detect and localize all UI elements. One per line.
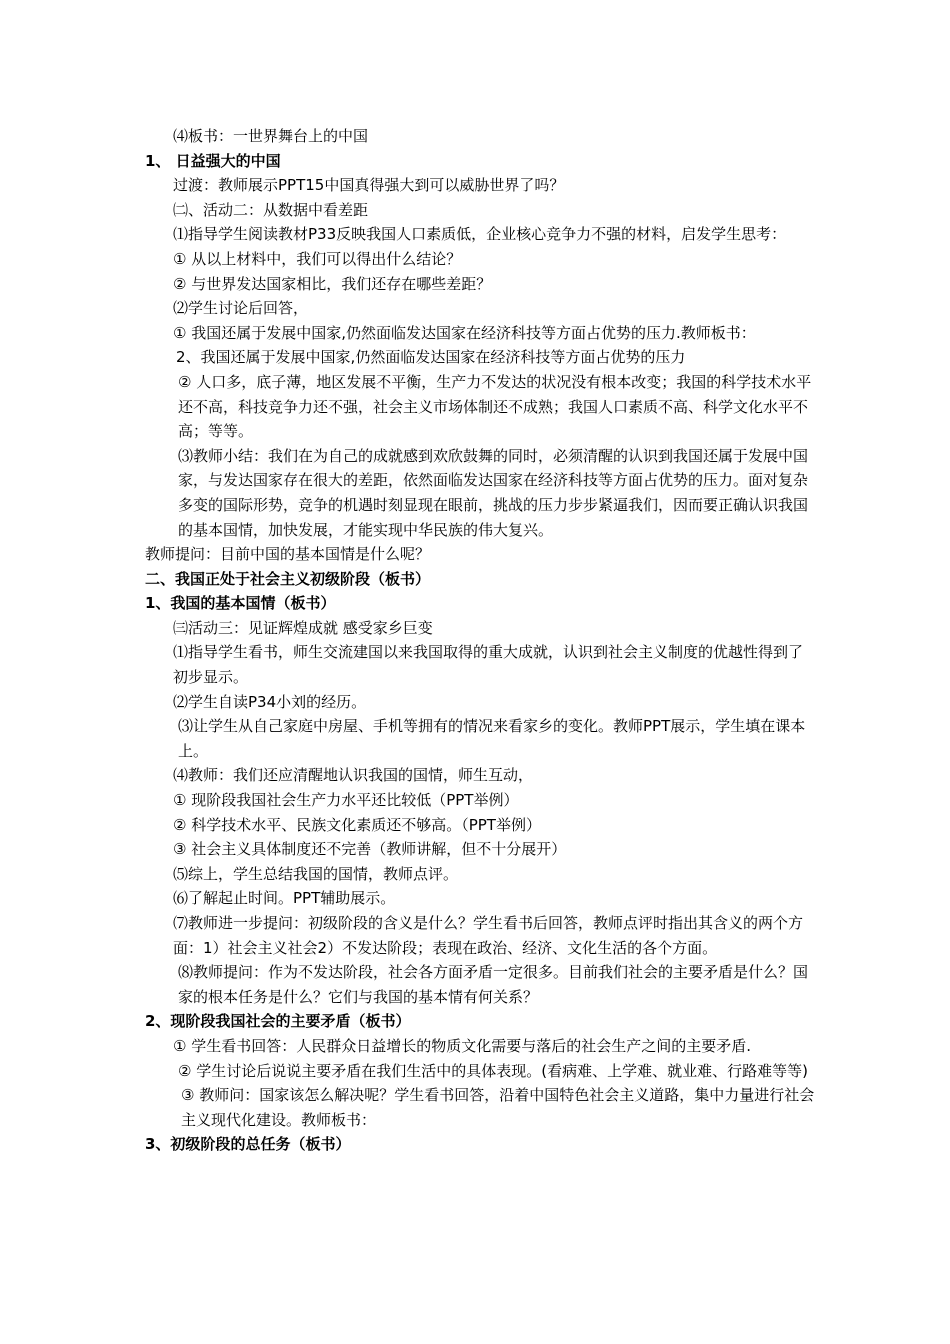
list-item: ① 学生看书回答：人民群众日益增长的物质文化需要与落后的社会生产之间的主要矛盾. — [173, 1036, 751, 1055]
paragraph: ② 人口多，底子薄，地区发展不平衡，生产力不发达的状况没有根本改变；我国的科学技术水平还不高，科技竞争力还不强，社会主义市场体制还不成熟；我国人口素质不高、科学文化水平不高；等等。 — [178, 372, 812, 441]
paragraph-line: 教师提问：目前中国的基本国情是什么呢？ — [145, 545, 431, 564]
paragraph: ⑶教师小结：我们在为自己的成就感到欢欣鼓舞的同时，必须清醒的认识到我国还属于发展中国家，与发达国家存在很大的差距，依然面临发达国家在经济科技等方面占优势的压力。面对复杂多变的国际形势，竞争的机遇时刻显现在眼前，挑战的压力步步紧逼我们，因而要正确认识我国的基本国情，加快发展，才能实现中华民族的伟大复兴。 — [178, 446, 809, 539]
paragraph: ⑺教师进一步提问：初级阶段的含义是什么？学生看书后回答，教师点评时指出其含义的两个方面：1）社会主义社会2）不发达阶段；表现在政治、经济、文化生活的各个方面。 — [173, 914, 804, 957]
document-page — [145, 124, 815, 1157]
section-heading: 2、现阶段我国社会的主要矛盾（板书） — [145, 1012, 411, 1031]
section-heading: 3、初级阶段的总任务（板书） — [145, 1135, 351, 1154]
board-note-line: ⑷板书：一世界舞台上的中国 — [173, 127, 369, 145]
paragraph-line: ⑵学生讨论后回答， — [173, 299, 309, 318]
list-item: ③ 社会主义具体制度还不完善（教师讲解，但不十分展开） — [173, 840, 567, 859]
section-heading: 二、我国正处于社会主义初级阶段（板书） — [145, 569, 431, 588]
paragraph: ⑴指导学生阅读教材P33反映我国人口素质低，企业核心竞争力不强的材料，启发学生思考： — [173, 225, 787, 244]
paragraph: ⑶让学生从自己家庭中房屋、手机等拥有的情况来看家乡的变化。教师PPT展示，学生填在课本上。 — [178, 717, 806, 760]
paragraph-line: ⑸综上，学生总结我国的国情，教师点评。 — [173, 864, 459, 883]
list-item: ① 从以上材料中，我们可以得出什么结论？ — [173, 249, 462, 268]
board-note-line: 2、我国还属于发展中国家,仍然面临发达国家在经济科技等方面占优势的压力 — [176, 348, 686, 367]
paragraph: ② 学生讨论后说说主要矛盾在我们生活中的具体表现。(看病难、上学难、就业难、行路难等等) — [178, 1061, 808, 1080]
paragraph: ③ 教师问：国家该怎么解决呢？学生看书回答，沿着中国特色社会主义道路，集中力量进行社会主义现代化建设。教师板书： — [181, 1086, 815, 1129]
section-heading: 1、我国的基本国情（板书） — [145, 594, 336, 613]
activity-heading: ㈢活动三：见证辉煌成就 感受家乡巨变 — [173, 618, 433, 637]
paragraph: ⑻教师提问：作为不发达阶段，社会各方面矛盾一定很多。目前我们社会的主要矛盾是什么？国家的根本任务是什么？它们与我国的基本情有何关系？ — [178, 963, 809, 1006]
list-item: ① 现阶段我国社会生产力水平还比较低（PPT举例） — [173, 791, 519, 810]
list-item: ② 与世界发达国家相比，我们还存在哪些差距？ — [173, 274, 492, 293]
list-item: ② 科学技术水平、民族文化素质还不够高。（PPT举例） — [173, 815, 541, 834]
paragraph: ⑴指导学生看书，师生交流建国以来我国取得的重大成就，认识到社会主义制度的优越性得到了初步显示。 — [173, 643, 804, 687]
activity-heading: ㈡、活动二：从数据中看差距 — [173, 200, 369, 219]
paragraph-line: ⑵学生自读P34小刘的经历。 — [173, 692, 367, 711]
section-heading: 1、 日益强大的中国 — [145, 151, 281, 170]
paragraph-line: 过渡：教师展示PPT15中国真得强大到可以威胁世界了吗？ — [173, 176, 565, 195]
paragraph-line: ⑷教师：我们还应清醒地认识我国的国情，师生互动， — [173, 766, 534, 785]
list-item: ① 我国还属于发展中国家,仍然面临发达国家在经济科技等方面占优势的压力.教师板书： — [173, 323, 756, 342]
paragraph-line: ⑹了解起止时间。PPT辅助展示。 — [173, 889, 396, 908]
